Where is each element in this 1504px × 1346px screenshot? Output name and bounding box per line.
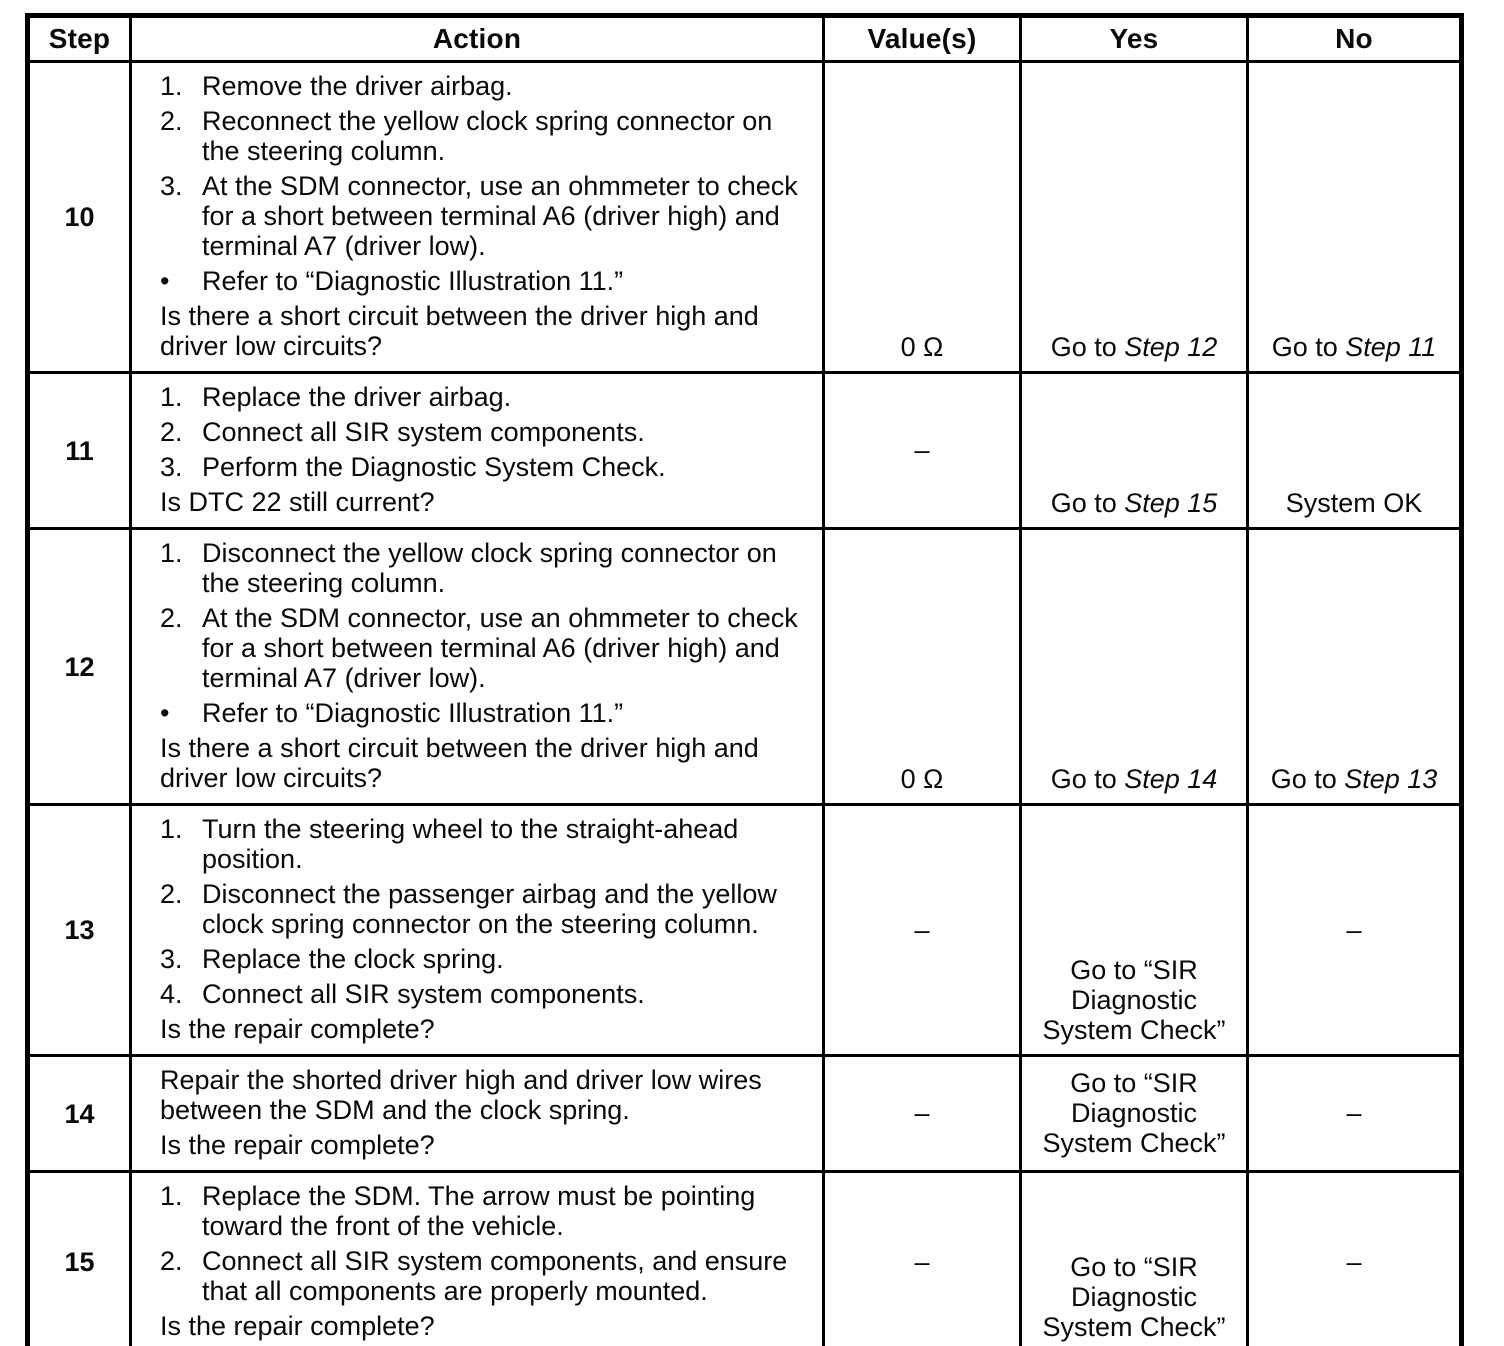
item-text: Replace the clock spring. [202, 944, 504, 974]
item-marker: 1. [160, 382, 183, 412]
item-text: Replace the SDM. The arrow must be pointing toward the front of the vehicle. [202, 1181, 756, 1241]
item-text: Remove the driver airbag. [202, 71, 513, 101]
column-header-yes: Yes [1021, 16, 1248, 62]
step-cell [28, 1056, 131, 1172]
action-item [160, 71, 800, 101]
action-item [160, 814, 800, 874]
diagnostic-table [25, 13, 1464, 1346]
item-marker: 2. [160, 603, 183, 633]
action-list [160, 71, 800, 296]
no-cell [1248, 1056, 1462, 1172]
item-text: Repair the shorted driver high and driver low wires between the SDM and the clock spring. [160, 1065, 762, 1125]
action-item [160, 979, 800, 1009]
action-cell [131, 805, 824, 1056]
item-text: Disconnect the passenger airbag and the yellow clock spring connector on the steering column. [202, 879, 777, 939]
action-item [160, 1181, 800, 1241]
no-text: – [1346, 1246, 1362, 1277]
item-text: Refer to “Diagnostic Illustration 11.” [202, 698, 624, 728]
item-marker: 1. [160, 71, 183, 101]
step-cell [28, 62, 131, 373]
item-text: At the SDM connector, use an ohmmeter to check for a short between terminal A6 (driver high) and terminal A7 (driver low). [202, 603, 798, 693]
yes-text: Go to Step 15 [1050, 488, 1218, 518]
yes-text: Go to “SIR Diagnostic System Check” [1042, 1252, 1226, 1342]
action-item [160, 538, 800, 598]
item-marker: 2. [160, 417, 183, 447]
column-header-action: Action [131, 16, 824, 62]
value-text: – [914, 914, 930, 945]
item-text: At the SDM connector, use an ohmmeter to check for a short between terminal A6 (driver high) and terminal A7 (driver low). [202, 171, 798, 261]
step-cell [28, 373, 131, 529]
item-text: Disconnect the yellow clock spring connector on the steering column. [202, 538, 777, 598]
item-marker: 4. [160, 979, 183, 1009]
step-number: 12 [64, 651, 95, 682]
yes-cell [1021, 805, 1248, 1056]
item-marker: 2. [160, 106, 183, 136]
column-header-no: No [1248, 16, 1462, 62]
yes-cell [1021, 529, 1248, 805]
value-cell [824, 1056, 1021, 1172]
item-marker: 1. [160, 814, 183, 844]
item-marker: 1. [160, 1181, 183, 1211]
step-number: 11 [65, 435, 94, 466]
value-text: – [914, 435, 930, 465]
action-item [160, 171, 800, 261]
yes-text: Go to Step 14 [1050, 764, 1218, 794]
no-text: Go to Step 11 [1271, 332, 1437, 362]
action-question: Is DTC 22 still current? [160, 487, 435, 517]
value-text: 0 Ω [900, 764, 944, 794]
action-item [160, 266, 800, 296]
item-text: Reconnect the yellow clock spring connector on the steering column. [202, 106, 773, 166]
no-text: System OK [1285, 488, 1423, 518]
item-text: Connect all SIR system components. [202, 979, 645, 1009]
item-marker: • [160, 266, 170, 296]
column-header-step: Step [28, 16, 131, 62]
table-row [28, 529, 1462, 805]
action-question: Is the repair complete? [160, 1130, 435, 1160]
item-marker: 2. [160, 879, 183, 909]
step-number: 14 [64, 1098, 95, 1129]
item-marker: • [160, 698, 170, 728]
step-number: 15 [64, 1247, 95, 1277]
yes-cell [1021, 1172, 1248, 1346]
item-text: Connect all SIR system components. [202, 417, 645, 447]
item-marker: 2. [160, 1246, 183, 1276]
table-body [28, 62, 1462, 1346]
yes-text: Go to “SIR Diagnostic System Check” [1042, 955, 1226, 1045]
step-number: 10 [64, 202, 95, 232]
action-item [160, 698, 800, 728]
value-text: – [914, 1246, 930, 1277]
value-cell [824, 62, 1021, 373]
action-cell [131, 529, 824, 805]
table-row [28, 805, 1462, 1056]
no-cell [1248, 373, 1462, 529]
yes-cell [1021, 62, 1248, 373]
action-cell [131, 1172, 824, 1346]
table-row [28, 1172, 1462, 1346]
header-row [28, 16, 1462, 62]
item-marker: 3. [160, 171, 183, 201]
action-item [160, 452, 800, 482]
yes-cell [1021, 373, 1248, 529]
table-row [28, 1056, 1462, 1172]
no-text: – [1346, 914, 1362, 945]
item-text: Refer to “Diagnostic Illustration 11.” [202, 266, 624, 296]
no-cell [1248, 805, 1462, 1056]
table-row [28, 62, 1462, 373]
action-item [160, 603, 800, 693]
no-text: Go to Step 13 [1270, 764, 1438, 794]
item-marker: 1. [160, 538, 183, 568]
action-item [160, 1246, 800, 1306]
item-text: Perform the Diagnostic System Check. [202, 452, 666, 482]
action-question: Is the repair complete? [160, 1014, 435, 1044]
action-list [160, 538, 800, 728]
action-question: Is there a short circuit between the driver high and driver low circuits? [160, 301, 759, 361]
item-marker: 3. [160, 452, 183, 482]
item-text: Replace the driver airbag. [202, 382, 512, 412]
action-item [160, 382, 800, 412]
step-number: 13 [64, 915, 95, 945]
step-cell [28, 805, 131, 1056]
action-cell [131, 62, 824, 373]
value-text: – [914, 1098, 930, 1128]
item-text: Connect all SIR system components, and ensure that all components are properly mounted. [202, 1246, 788, 1306]
value-cell [824, 1172, 1021, 1346]
no-text: – [1346, 1098, 1362, 1128]
table-row [28, 373, 1462, 529]
column-header-values: Value(s) [824, 16, 1021, 62]
action-cell [131, 373, 824, 529]
action-list [160, 382, 800, 482]
step-cell [28, 529, 131, 805]
action-item [160, 879, 800, 939]
action-list [160, 814, 800, 1009]
action-list [160, 1065, 800, 1125]
value-cell [824, 805, 1021, 1056]
action-item [160, 1065, 800, 1125]
action-item [160, 944, 800, 974]
value-text: 0 Ω [900, 332, 944, 362]
yes-cell [1021, 1056, 1248, 1172]
no-cell [1248, 62, 1462, 373]
no-cell [1248, 529, 1462, 805]
value-cell [824, 373, 1021, 529]
action-question: Is the repair complete? [160, 1311, 435, 1341]
action-item [160, 106, 800, 166]
action-question: Is there a short circuit between the driver high and driver low circuits? [160, 733, 759, 793]
value-cell [824, 529, 1021, 805]
item-marker: 3. [160, 944, 183, 974]
action-cell [131, 1056, 824, 1172]
item-text: Turn the steering wheel to the straight-ahead position. [202, 814, 739, 874]
yes-text: Go to “SIR Diagnostic System Check” [1042, 1068, 1226, 1158]
step-cell [28, 1172, 131, 1346]
action-list [160, 1181, 800, 1306]
no-cell [1248, 1172, 1462, 1346]
yes-text: Go to Step 12 [1050, 332, 1218, 362]
action-item [160, 417, 800, 447]
